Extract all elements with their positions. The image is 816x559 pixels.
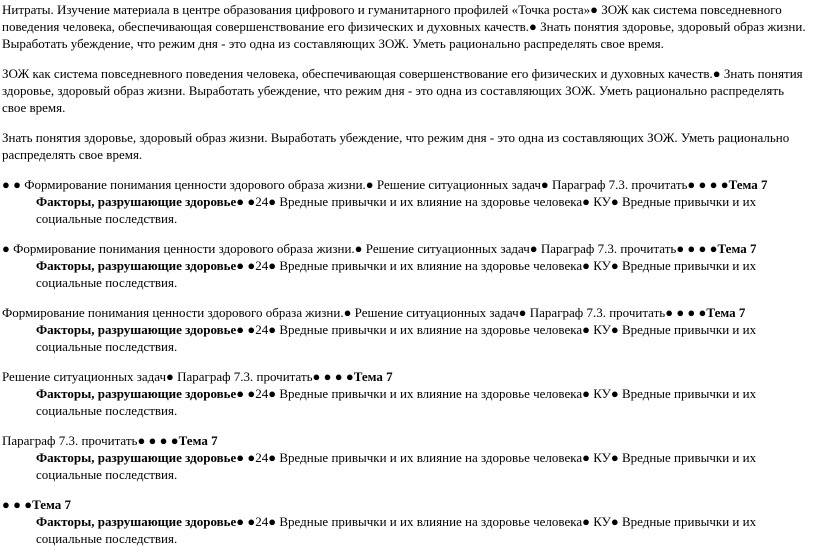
lesson-block-2 xyxy=(2,240,808,291)
lesson-details xyxy=(2,193,808,227)
lesson-rest: ●24● Вредные привычки и их влияние на здоровье человека● КУ● Вредные привычки и их социальные последствия. xyxy=(36,258,757,290)
paragraph-know-concepts: Знать понятия здоровье, здоровый образ жизни. Выработать убеждение, что режим дня - это одна из составляющих ЗОЖ. Уметь рационально распределять свое время. xyxy=(2,130,790,162)
spacer xyxy=(2,291,808,304)
spacer xyxy=(2,355,808,368)
spacer xyxy=(2,52,808,65)
lesson-block-1 xyxy=(2,176,808,227)
lesson-lead: Решение ситуационных задач● Параграф 7.3. прочитать● ● ● ● xyxy=(2,369,354,384)
lesson-details xyxy=(2,449,808,483)
lesson-factors: Факторы, разрушающие здоровье● xyxy=(36,450,245,465)
lesson-details xyxy=(2,385,808,419)
lesson-rest: ●24● Вредные привычки и их влияние на здоровье человека● КУ● Вредные привычки и их социальные последствия. xyxy=(36,322,757,354)
lesson-rest: ●24● Вредные привычки и их влияние на здоровье человека● КУ● Вредные привычки и их социальные последствия. xyxy=(36,194,757,226)
paragraph-intro: Нитраты. Изучение материала в центре образования цифрового и гуманитарного профилей «Точка роста»● ЗОЖ как система повседневного поведения человека, обеспечивающая совершенствование его физических и духовных качеств.● Знать понятия здоровье, здоровый образ жизни. Выработать убеждение, что режим дня - это одна из составляющих ЗОЖ. Уметь рационально распределять свое время. xyxy=(2,2,806,51)
lesson-topic: Тема 7 xyxy=(717,241,757,256)
lesson-topic: Тема 7 xyxy=(706,305,746,320)
document-body xyxy=(2,1,808,547)
lesson-factors: Факторы, разрушающие здоровье● xyxy=(36,386,245,401)
lesson-topic: Тема 7 xyxy=(32,497,72,512)
spacer xyxy=(2,483,808,496)
lesson-rest: ●24● Вредные привычки и их влияние на здоровье человека● КУ● Вредные привычки и их социальные последствия. xyxy=(36,514,757,546)
lesson-topic: Тема 7 xyxy=(728,177,768,192)
lesson-details xyxy=(2,513,808,547)
spacer xyxy=(2,227,808,240)
lesson-lead: Параграф 7.3. прочитать● ● ● ● xyxy=(2,433,179,448)
lesson-factors: Факторы, разрушающие здоровье● xyxy=(36,258,245,273)
lesson-block-6 xyxy=(2,496,808,547)
lesson-lead: ● Формирование понимания ценности здорового образа жизни.● Решение ситуационных задач● Параграф 7.3. прочитать● ● ● ● xyxy=(2,241,718,256)
spacer xyxy=(2,163,808,176)
spacer xyxy=(2,419,808,432)
lesson-factors: Факторы, разрушающие здоровье● xyxy=(36,322,245,337)
lesson-topic: Тема 7 xyxy=(178,433,218,448)
spacer xyxy=(2,116,808,129)
lesson-block-3 xyxy=(2,304,808,355)
lesson-block-5 xyxy=(2,432,808,483)
lesson-lead: ● ● ● xyxy=(2,497,33,512)
lesson-block-4 xyxy=(2,368,808,419)
lesson-lead: ● ● Формирование понимания ценности здорового образа жизни.● Решение ситуационных задач● Параграф 7.3. прочитать● ● ● ● xyxy=(2,177,729,192)
lesson-factors: Факторы, разрушающие здоровье● xyxy=(36,194,245,209)
lesson-rest: ●24● Вредные привычки и их влияние на здоровье человека● КУ● Вредные привычки и их социальные последствия. xyxy=(36,450,757,482)
lesson-factors: Факторы, разрушающие здоровье● xyxy=(36,514,245,529)
lesson-details xyxy=(2,257,808,291)
lesson-rest: ●24● Вредные привычки и их влияние на здоровье человека● КУ● Вредные привычки и их социальные последствия. xyxy=(36,386,757,418)
lesson-details xyxy=(2,321,808,355)
lesson-lead: Формирование понимания ценности здорового образа жизни.● Решение ситуационных задач● Параграф 7.3. прочитать● ● ● ● xyxy=(2,305,707,320)
lesson-topic: Тема 7 xyxy=(353,369,393,384)
paragraph-zozh: ЗОЖ как система повседневного поведения человека, обеспечивающая совершенствование его физических и духовных качеств.● Знать понятия здоровье, здоровый образ жизни. Выработать убеждение, что режим дня - это одна из составляющих ЗОЖ. Уметь рационально распределять свое время. xyxy=(2,66,803,115)
